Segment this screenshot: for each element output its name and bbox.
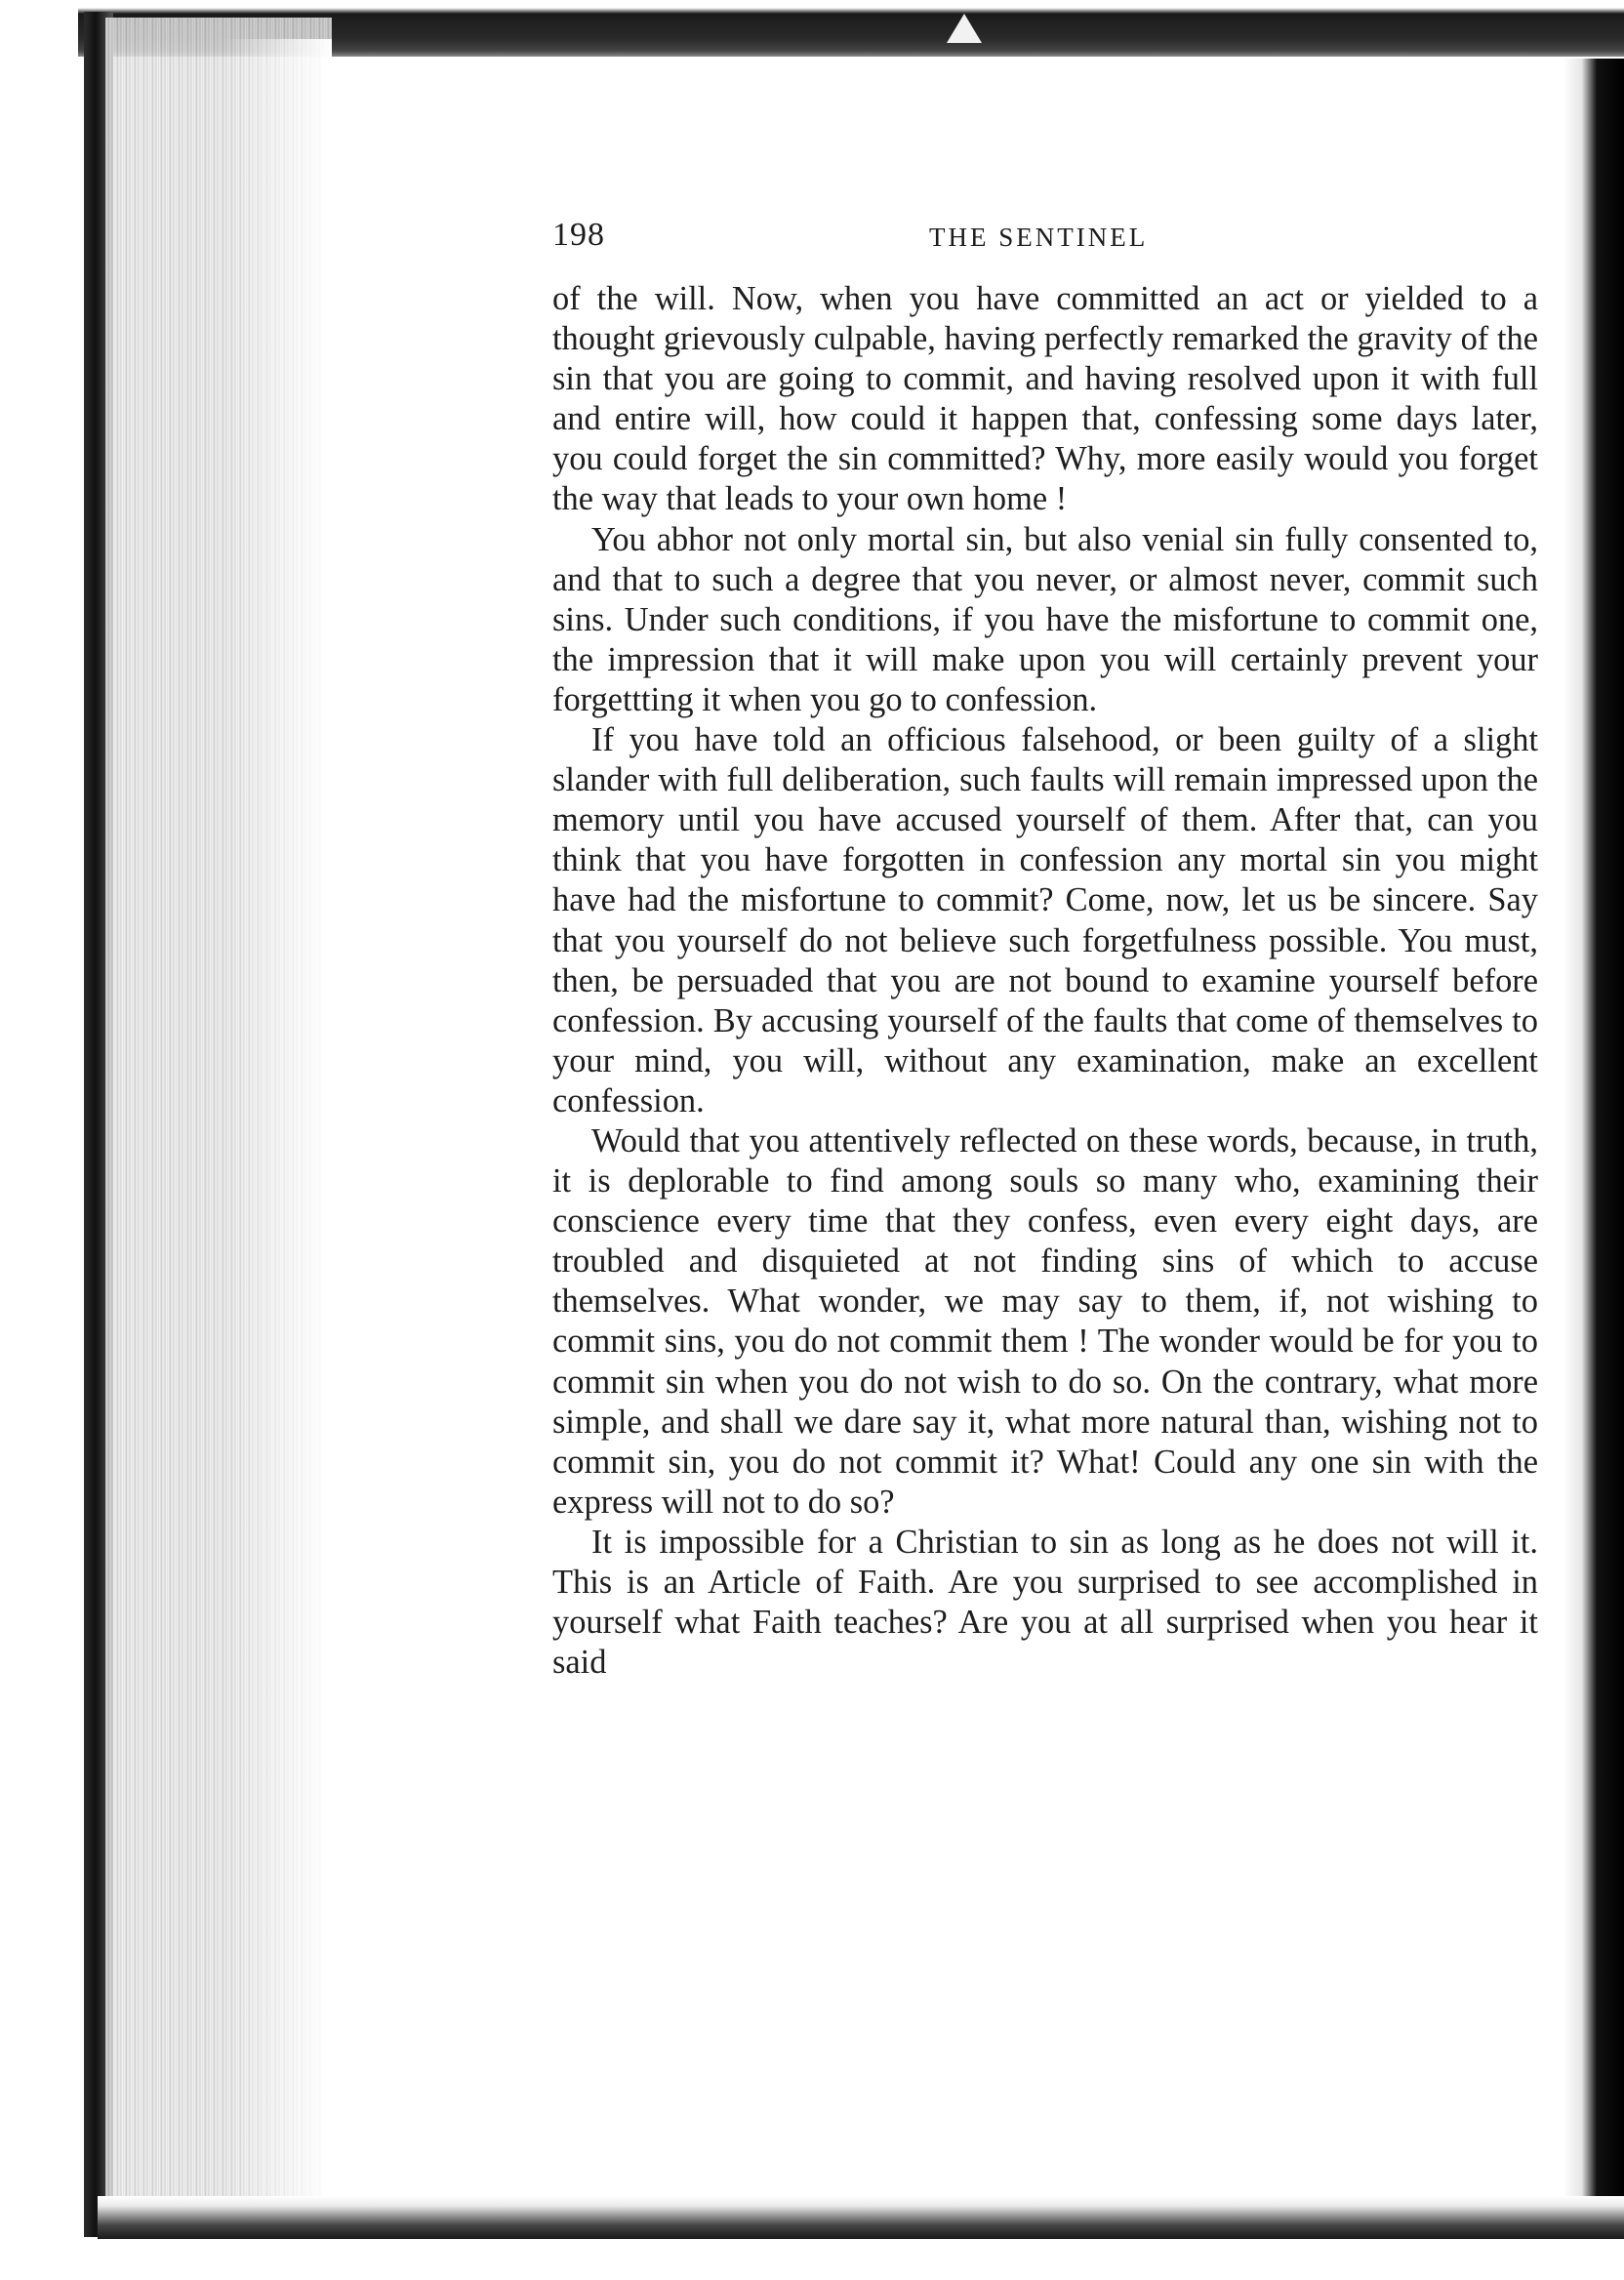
- paragraph-5: It is impossible for a Christian to sin as long as he does not will it. This is an Article of Faith. Are you surprised to see accomplished in yourself what Faith teaches? Are you at all surprised when you hear it said: [552, 1523, 1538, 1682]
- running-title: THE SENTINEL: [929, 223, 1149, 252]
- page-edges-fade: [224, 39, 332, 2225]
- bottom-binding-shadow: [98, 2196, 1624, 2239]
- bookmark-tab: [947, 14, 982, 43]
- right-page-edge-shadow: [1563, 59, 1624, 2206]
- paragraph-2: You abhor not only mortal sin, but also venial sin fully consented to, and that to such a degree that you never, or almost never, commit such sins. Under such conditions, if you have the misfortune to commit one, the impression that it will make upon you will certainly prevent your forgettting it when you go to confession.: [552, 520, 1538, 718]
- paragraph-1: of the will. Now, when you have committed an act or yielded to a thought grievously culpable, having perfectly remarked the gravity of the sin that you are going to commit, and having resolved upon it with full and entire will, how could it happen that, confessing some days later, you could forget the sin committed? Why, more easily would you forget the way that leads to your own home !: [552, 280, 1538, 518]
- running-head: [552, 217, 1538, 262]
- body-text: [552, 279, 1538, 1683]
- paragraph-3: If you have told an officious falsehood, or been guilty of a slight slander with full deliberation, such faults will remain impressed upon the memory until you have accused yourself of them. After that, can you think that you have forgotten in confession any mortal sin you might have had the misfortune to commit? Come, now, let us be sincere. Say that you yourself do not believe such forgetfulness possible. You must, then, be persuaded that you are not bound to examine yourself before confession. By accusing yourself of the faults that come of themselves to your mind, you will, without any examination, make an excellent confession.: [552, 721, 1538, 1120]
- paragraph-4: Would that you attentively reflected on these words, because, in truth, it is deplorable to find among souls so many who, examining their conscience every time that they confess, even every eight days, are troubled and disquieted at not finding sins of which to accuse themselves. What wonder, we may say to them, if, not wishing to commit sins, you do not commit them ! The wonder would be for you to commit sin when you do not wish to do so. On the contrary, what more simple, and shall we dare say it, what more natural than, wishing not to commit sin, you do not commit it? What! Could any one sin with the express will not to do so?: [552, 1121, 1538, 1521]
- page-number: 198: [552, 217, 605, 253]
